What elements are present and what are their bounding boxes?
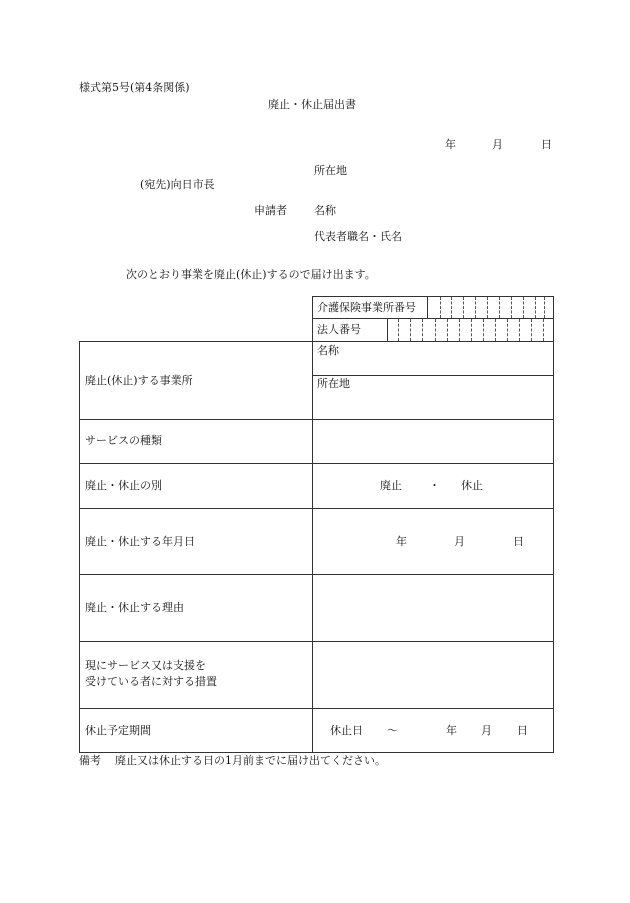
- facility-address-label: 所在地: [317, 377, 350, 390]
- measures-label-line1: 現にサービス又は支援を: [85, 659, 206, 672]
- applicant-address-label: 所在地: [314, 164, 347, 177]
- date-row-year: 年: [396, 535, 407, 548]
- service-type-field[interactable]: [313, 420, 552, 463]
- note-label: 備考: [79, 754, 101, 767]
- document-title: 廃止・休止届出書: [268, 98, 356, 111]
- care-office-number-label: 介護保険事業所番号: [317, 301, 416, 314]
- addressee: (宛先)向日市長: [140, 178, 215, 191]
- date-year-label: 年: [445, 138, 456, 151]
- intro-text: 次のとおり事業を廃止(休止)するので届け出ます。: [126, 268, 376, 281]
- reason-field[interactable]: [313, 575, 552, 640]
- date-day-label: 日: [541, 138, 552, 151]
- applicant-name-label: 名称: [314, 204, 336, 217]
- facility-address-field[interactable]: [313, 392, 552, 418]
- period-day: 日: [517, 724, 528, 737]
- facility-name-label: 名称: [317, 344, 339, 357]
- date-month-label: 月: [492, 138, 503, 151]
- applicant-representative-label: 代表者職名・氏名: [314, 230, 402, 243]
- period-label: 休止予定期間: [85, 724, 151, 737]
- kind-label: 廃止・休止の別: [85, 479, 162, 492]
- period-month: 月: [481, 724, 492, 737]
- form-number: 様式第5号(第4条関係): [79, 81, 190, 94]
- period-year: 年: [446, 724, 457, 737]
- facility-name-field[interactable]: [313, 358, 552, 374]
- kind-option-suspend[interactable]: 休止: [461, 479, 483, 492]
- date-row-day: 日: [513, 535, 524, 548]
- date-row-month: 月: [454, 535, 465, 548]
- applicant-label: 申請者: [254, 204, 287, 217]
- measures-label-line2: 受けている者に対する措置: [85, 675, 217, 688]
- date-label: 廃止・休止する年月日: [85, 535, 195, 548]
- note-text: 廃止又は休止する日の1月前までに届け出てください。: [115, 754, 386, 767]
- measures-field[interactable]: [313, 642, 552, 707]
- kind-option-abolish[interactable]: 廃止: [380, 479, 402, 492]
- facility-label: 廃止(休止)する事業所: [85, 374, 193, 387]
- kind-separator: ・: [429, 479, 440, 492]
- period-tilde: 〜: [387, 724, 398, 737]
- period-start-label: 休止日: [330, 724, 363, 737]
- service-type-label: サービスの種類: [85, 434, 162, 447]
- reason-label: 廃止・休止する理由: [85, 601, 184, 614]
- corporate-number-label: 法人番号: [317, 323, 361, 336]
